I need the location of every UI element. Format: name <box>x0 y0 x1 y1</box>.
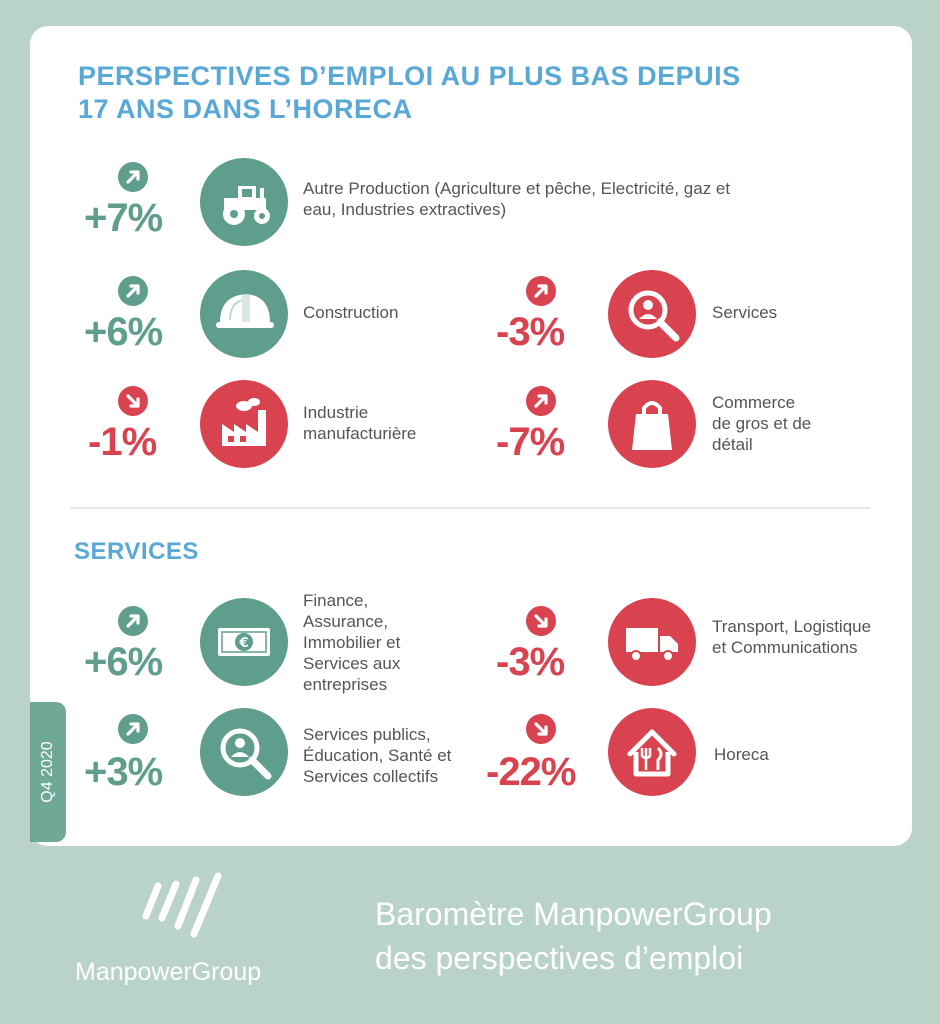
brand-name: ManpowerGroup <box>75 958 262 986</box>
sector-value: +7% <box>84 196 163 240</box>
manpower-logo-icon <box>140 870 235 940</box>
factory-icon <box>200 380 288 468</box>
svg-text:€: € <box>239 636 249 651</box>
house-cutlery-icon <box>608 708 696 796</box>
service-value: -3% <box>496 640 565 684</box>
arrow-up-icon <box>118 276 148 306</box>
arrow-down-icon <box>526 606 556 636</box>
tagline-line-2: des perspectives d’emploi <box>375 940 744 976</box>
service-value: -22% <box>486 750 576 794</box>
service-value: +6% <box>84 640 163 684</box>
service-label: Services publics, Éducation, Santé et Services collectifs <box>303 725 452 786</box>
sector-label: Autre Production (Agriculture et pêche, Electricité, gaz et eau, Industries extractives) <box>303 179 731 219</box>
section-divider <box>70 507 870 509</box>
arrow-down-icon <box>526 714 556 744</box>
page-title <box>78 60 778 126</box>
sector-label: Commerce de gros et de détail <box>712 393 812 454</box>
hard-hat-icon <box>200 270 288 358</box>
quarter-label: Q4 2020 <box>39 741 56 803</box>
arrow-up-icon <box>526 276 556 306</box>
arrow-up-icon <box>118 606 148 636</box>
shopping-bag-icon <box>608 380 696 468</box>
sector-label: Construction <box>303 303 399 322</box>
sector-value: -3% <box>496 310 565 354</box>
arrow-up-icon <box>526 386 556 416</box>
sector-value: +6% <box>84 310 163 354</box>
tractor-icon <box>200 158 288 246</box>
sector-value: -1% <box>88 420 157 464</box>
sector-label: Industrie manufacturière <box>303 403 417 443</box>
sector-label: Services <box>712 303 778 322</box>
footer-tagline <box>375 892 772 980</box>
service-label: Finance, Assurance, Immobilier et Services aux entreprises <box>303 591 401 694</box>
arrow-up-icon <box>118 714 148 744</box>
arrow-down-icon <box>118 386 148 416</box>
sector-value: -7% <box>496 420 565 464</box>
service-value: +3% <box>84 750 163 794</box>
title-line-2: 17 ANS DANS L’HORECA <box>78 94 413 124</box>
truck-icon <box>608 598 696 686</box>
service-label: Transport, Logistique et Communications <box>712 617 872 657</box>
tagline-line-1: Baromètre ManpowerGroup <box>375 896 772 932</box>
magnifier-person-icon <box>608 270 696 358</box>
arrow-up-icon <box>118 162 148 192</box>
euro-banknote-icon <box>200 598 288 686</box>
section-title-services: SERVICES <box>74 538 199 565</box>
title-line-1: PERSPECTIVES D’EMPLOI AU PLUS BAS DEPUIS <box>78 61 741 91</box>
magnifier-person-icon <box>200 708 288 796</box>
service-label: Horeca <box>714 745 769 764</box>
